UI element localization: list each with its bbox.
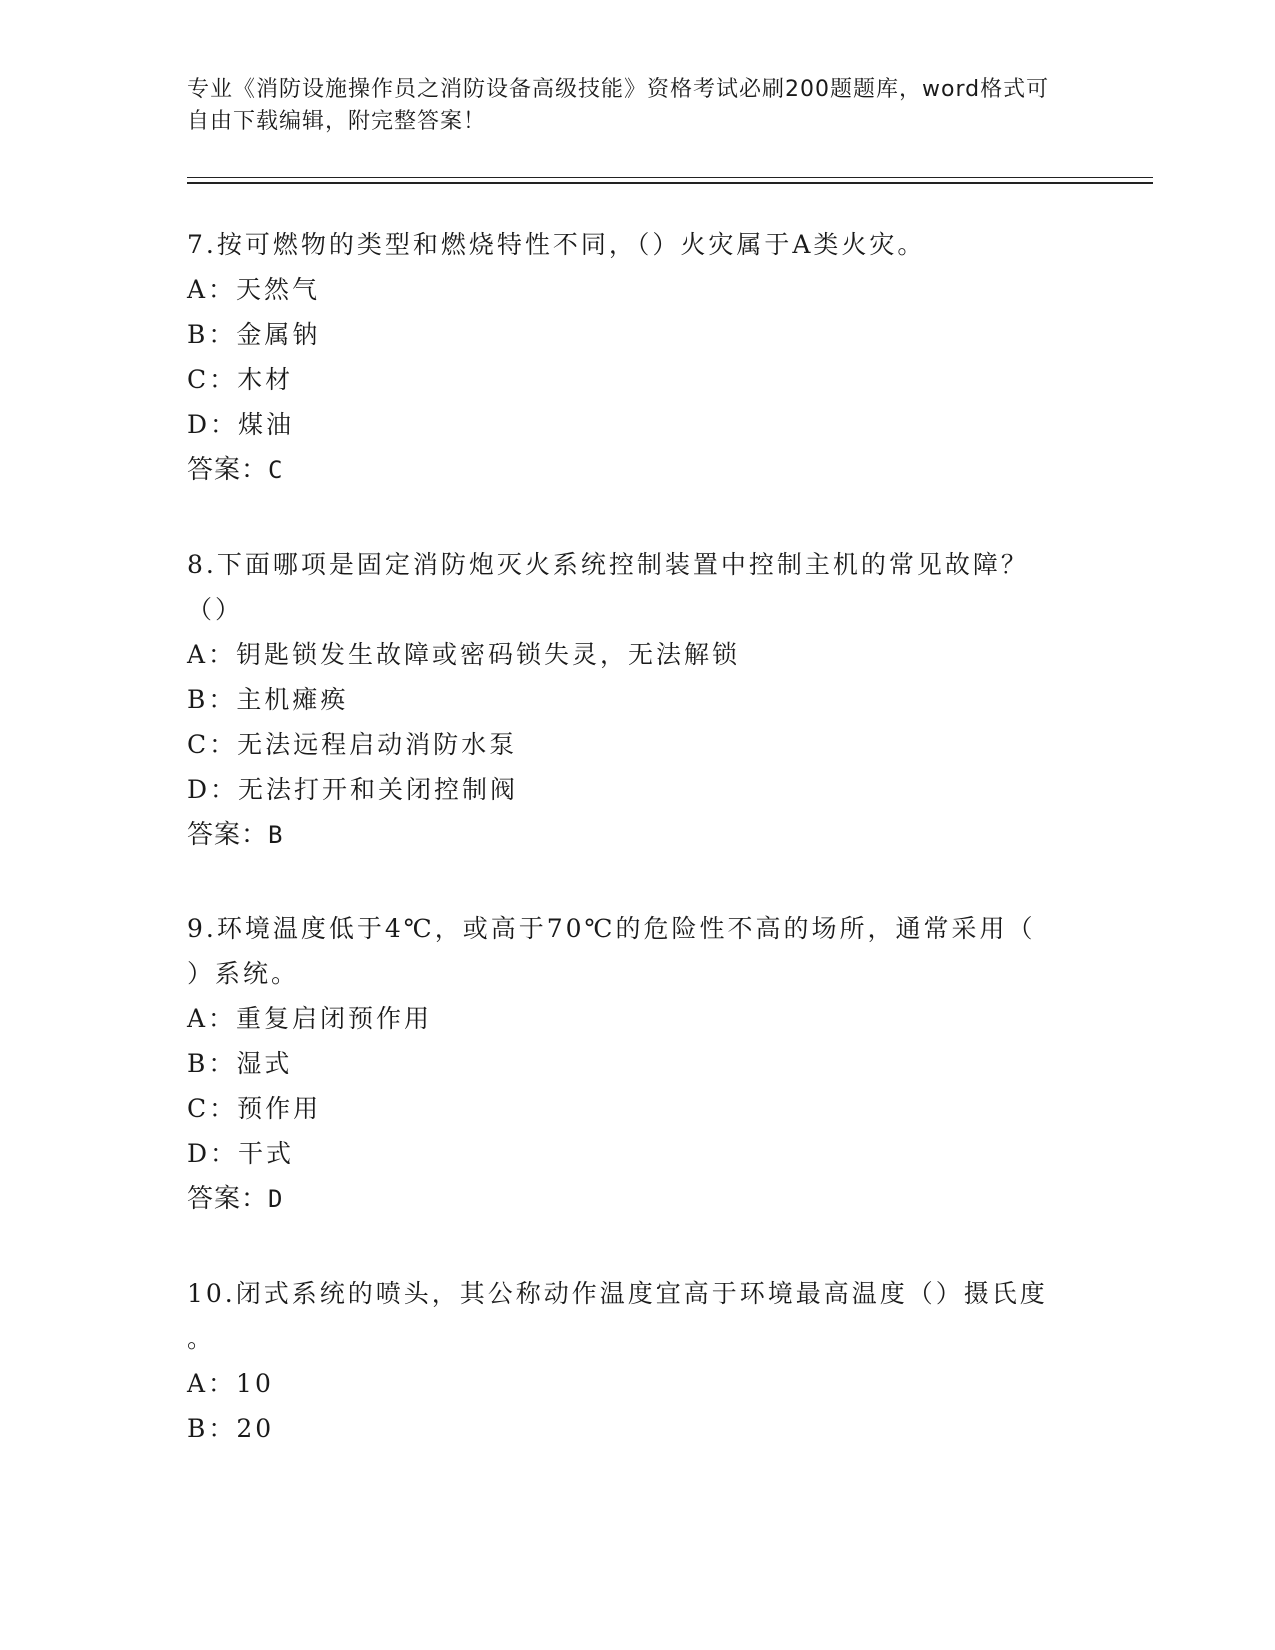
question-8-stem: 8.下面哪项是固定消防炮灭火系统控制装置中控制主机的常见故障？: [187, 550, 1029, 579]
answer-value: C: [268, 456, 284, 484]
answer-label: 答案：: [187, 455, 269, 485]
answer-label: 答案：: [187, 820, 269, 850]
question-8-option-b: B：主机瘫痪: [187, 685, 349, 714]
question-9-option-d: D：干式: [187, 1139, 295, 1168]
question-10-option-a: A：10: [187, 1369, 274, 1398]
question-7-option-c: C：木材: [187, 365, 294, 394]
question-8-option-d: D：无法打开和关闭控制阀: [187, 775, 519, 804]
question-7-answer: [187, 454, 283, 486]
header-divider-top: [187, 177, 1153, 178]
question-9-answer: [187, 1183, 283, 1215]
question-7-stem: 7.按可燃物的类型和燃烧特性不同，（）火灾属于A类火灾。: [187, 230, 926, 259]
question-8-answer: [187, 819, 283, 851]
question-9-option-a: A：重复启闭预作用: [187, 1004, 433, 1033]
question-8-option-a: A：钥匙锁发生故障或密码锁失灵，无法解锁: [187, 640, 741, 669]
question-9-stem: 9.环境温度低于4℃，或高于70℃的危险性不高的场所，通常采用（: [187, 914, 1036, 943]
question-9-stem-continued: ）系统。: [187, 959, 300, 988]
question-7-option-a: A：天然气: [187, 275, 321, 304]
answer-value: B: [268, 821, 284, 849]
question-7-option-d: D：煤油: [187, 410, 295, 439]
question-8-stem-continued: （）: [187, 595, 244, 624]
question-9-option-b: B：湿式: [187, 1049, 293, 1078]
question-10-option-b: B：20: [187, 1414, 275, 1443]
answer-value: D: [268, 1185, 284, 1213]
question-10-stem-continued: 。: [187, 1324, 216, 1353]
header-divider-bottom: [187, 182, 1153, 184]
document-header: 专业《消防设施操作员之消防设备高级技能》资格考试必刷200题题库，word格式可自由下载编辑，附完整答案！: [187, 77, 1050, 134]
question-7-option-b: B：金属钠: [187, 320, 321, 349]
question-9-option-c: C：预作用: [187, 1094, 322, 1123]
answer-label: 答案：: [187, 1184, 269, 1214]
question-10-stem: 10.闭式系统的喷头，其公称动作温度宜高于环境最高温度（）摄氏度: [187, 1279, 1048, 1308]
question-8-option-c: C：无法远程启动消防水泵: [187, 730, 518, 759]
